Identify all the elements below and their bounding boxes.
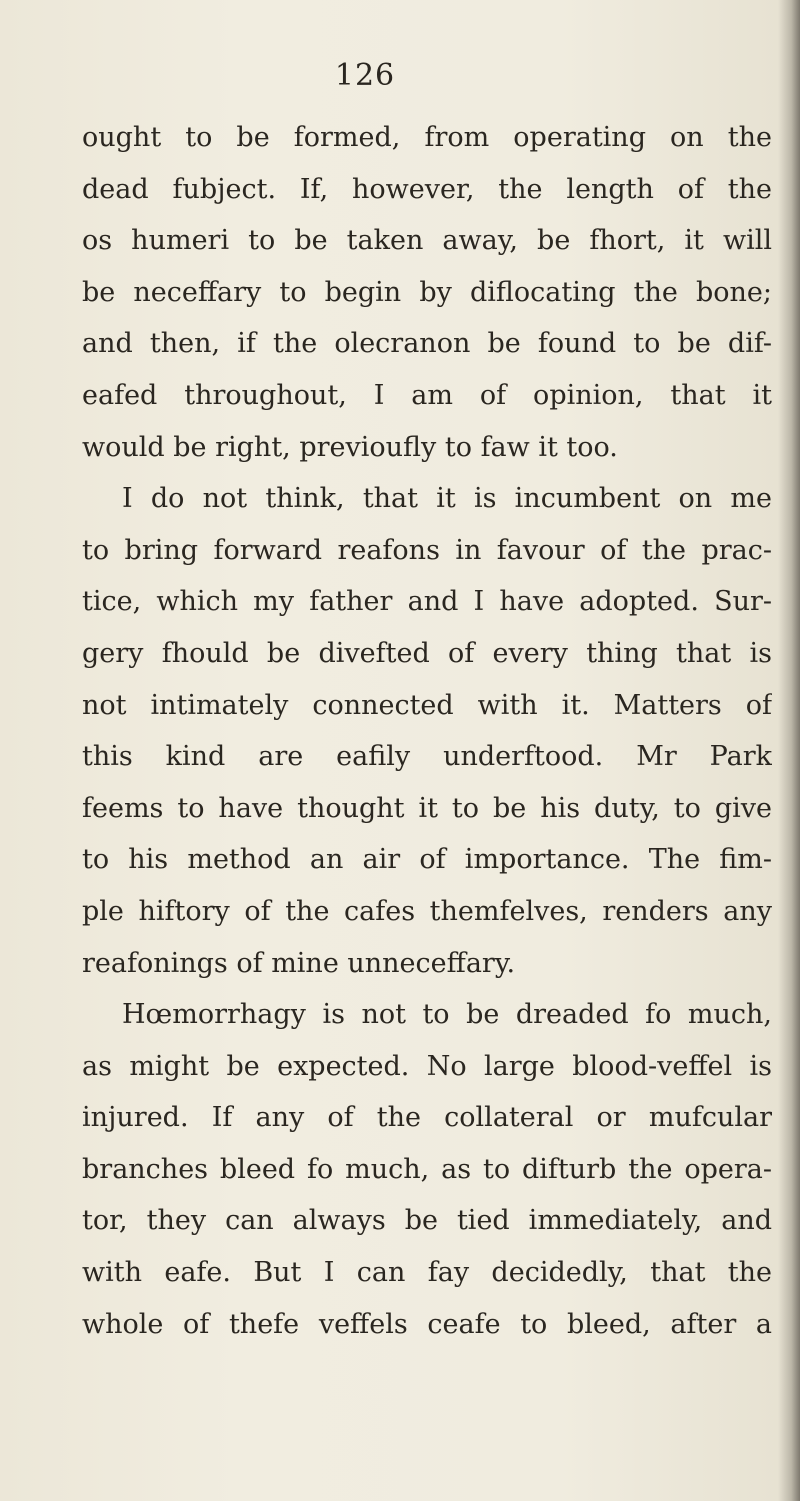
text-line: would be right, previoufly to faw it too.: [82, 431, 618, 463]
body-text: [82, 112, 772, 1350]
page-number: 126: [334, 58, 396, 93]
text-line: injured. If any of the collateral or mufcular: [82, 1102, 772, 1134]
text-line: not intimately connected with it. Matters of: [82, 689, 772, 721]
text-line: Hœmorrhagy is not to be dreaded fo much,: [122, 999, 772, 1031]
text-line: as might be expected. No large blood-veffel is: [82, 1050, 772, 1082]
text-line: reafonings of mine unneceffary.: [82, 947, 516, 979]
page-edge-shadow: [778, 0, 800, 1501]
text-line: gery fhould be divefted of every thing that is: [82, 637, 772, 669]
text-line: dead fubject. If, however, the length of the: [82, 173, 772, 205]
text-line: I do not think, that it is incumbent on me: [122, 483, 772, 515]
text-line: to bring forward reafons in favour of the prac-: [82, 534, 772, 566]
text-line: os humeri to be taken away, be fhort, it will: [82, 225, 772, 257]
text-line: ought to be formed, from operating on the: [82, 122, 772, 153]
text-line: this kind are eafily underftood. Mr Park: [82, 741, 772, 773]
text-line: eafed throughout, I am of opinion, that it: [82, 379, 772, 411]
text-line: branches bleed fo much, as to difturb the opera-: [82, 1153, 772, 1185]
text-line: whole of thefe veffels ceafe to bleed, after a: [82, 1308, 772, 1340]
text-line: ple hiftory of the cafes themfelves, renders any: [82, 895, 772, 927]
text-line: tice, which my father and I have adopted. Sur-: [82, 586, 772, 618]
text-line: to his method an air of importance. The fim-: [82, 844, 772, 876]
text-line: and then, if the olecranon be found to be dif-: [82, 328, 772, 360]
text-line: tor, they can always be tied immediately, and: [82, 1205, 772, 1237]
text-line: be neceffary to begin by diflocating the bone;: [82, 276, 772, 308]
text-line: feems to have thought it to be his duty, to give: [82, 792, 772, 824]
text-line: with eafe. But I can fay decidedly, that the: [82, 1257, 772, 1289]
